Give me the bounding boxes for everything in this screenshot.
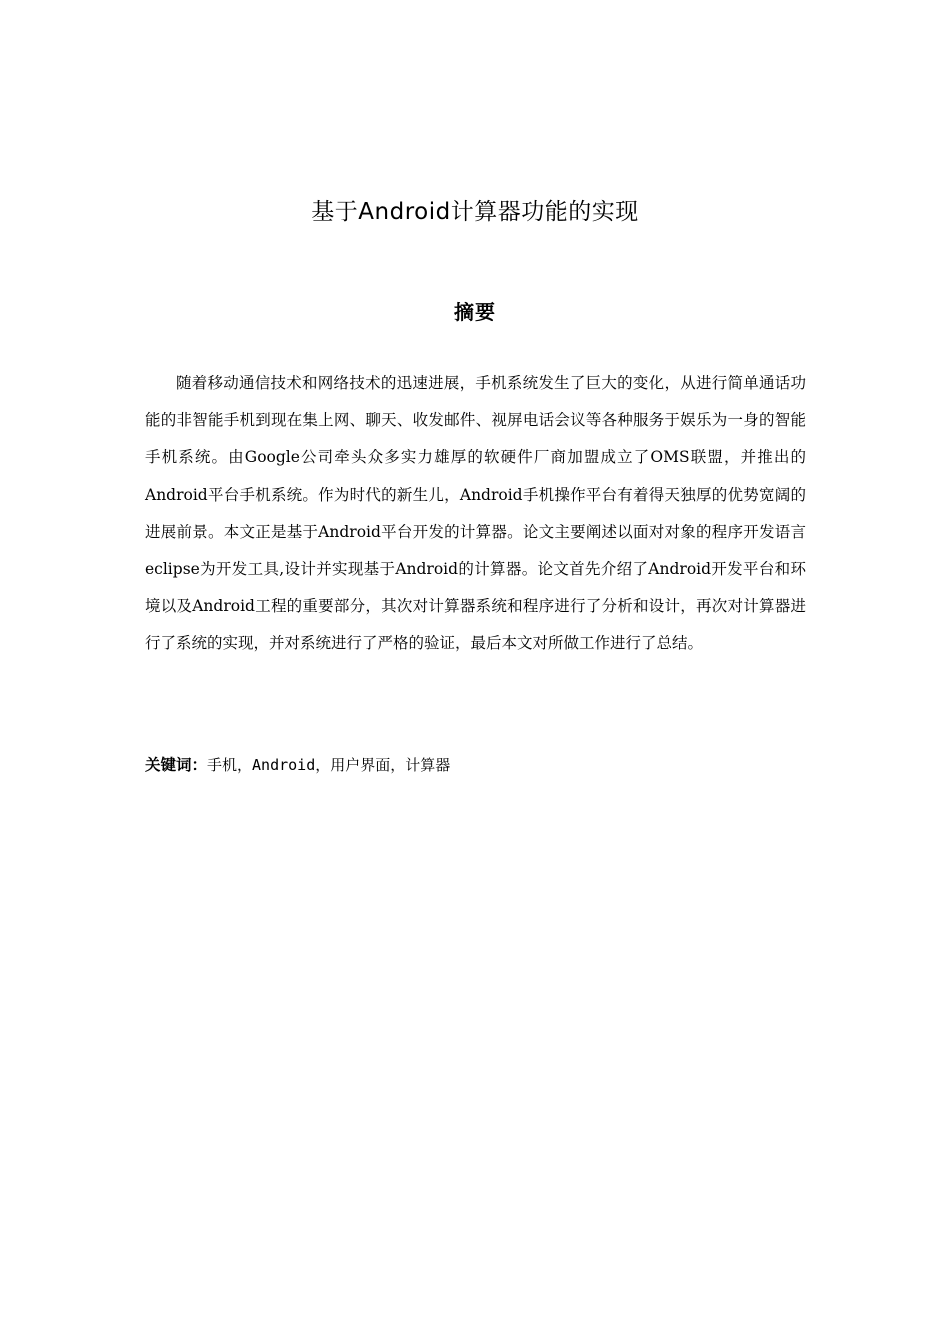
keywords-label: 关键词： xyxy=(145,756,208,774)
keywords-value: 手机，Android，用户界面，计算器 xyxy=(207,756,451,774)
keywords-line xyxy=(145,752,806,778)
document-title: 基于Android计算器功能的实现 xyxy=(311,199,639,225)
abstract-heading: 摘要 xyxy=(454,300,496,324)
abstract-body: 随着移动通信技术和网络技术的迅速进展，手机系统发生了巨大的变化，从进行简单通话功能的非智能手机到现在集上网、聊天、收发邮件、视屏电话会议等各种服务于娱乐为一身的智能手机系统。由Google公司牵头众多实力雄厚的软硬件厂商加盟成立了OMS联盟，并推出的Android平台手机系统。作为时代的新生儿，Android手机操作平台有着得天独厚的优势宽阔的进展前景。本文正是基于Android平台开发的计算器。论文主要阐述以面对对象的程序开发语言eclipse为开发工具,设计并实现基于Android的计算器。论文首先介绍了Android开发平台和环境以及Android工程的重要部分，其次对计算器系统和程序进行了分析和设计，再次对计算器进行了系统的实现，并对系统进行了严格的验证，最后本文对所做工作进行了总结。 xyxy=(145,374,806,653)
